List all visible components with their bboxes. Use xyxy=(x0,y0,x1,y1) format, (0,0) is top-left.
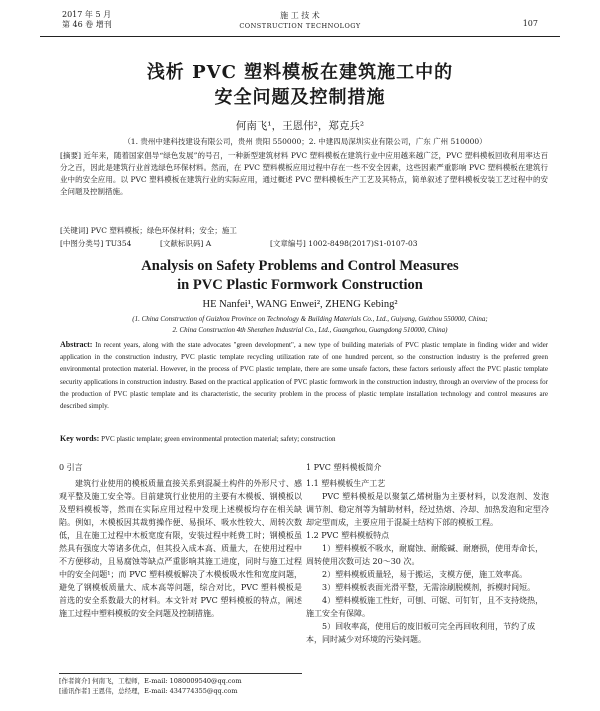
title-zh-line1: 浅析 PVC 塑料模板在建筑施工中的 xyxy=(146,62,454,83)
class-number: [中图分类号] TU354 xyxy=(60,239,132,248)
abstract-en-text: In recent years, along with the state advocates "green development", a new type of building materials of PVC plastic template in finding wider and wider application in the construction industry, PVC plastic template recycling utilization rate of one hundred percent, so the construction industry is the preferred green environmental protection material. However, in the process of PVC plastic template, there are some unsafe factors, these factors seriously affect the PVC plastic template security applications in construction industry. Based on the practical application of PVC plastic formwork in the construction industry, through an overview of the process for the production of PVC plastic template and its characteristic, the security problem in the process of plastic template installation technology and control measures are described simply. xyxy=(60,341,549,411)
title-zh-line2: 安全问题及控制措施 xyxy=(214,87,386,108)
keywords-en-label: Key words: xyxy=(60,434,100,443)
body-column-right xyxy=(306,461,549,646)
authors-en: HE Nanfei¹, WANG Enwei², ZHENG Kebing² xyxy=(202,299,398,310)
page-number: 107 xyxy=(522,19,538,28)
section-heading-introduction: 0 引言 xyxy=(59,463,83,472)
feature-item: 1）塑料模板不吸水，耐腐蚀、耐酸碱、耐磨损，使用寿命长，周转使用次数可达 20～30 次。 xyxy=(306,544,544,566)
footnote-author: [作者简介] 何南飞，工程师，E-mail: 1080009540@qq.com xyxy=(59,677,242,685)
title-en-line1: Analysis on Safety Problems and Control Measures xyxy=(141,258,459,274)
author-footnote xyxy=(59,673,302,696)
feature-item: 5）回收率高，使用后的废旧板可完全再回收利用，节约了成本，同时减少对环境的污染问题。 xyxy=(306,622,536,644)
journal-name-zh: 施 工 技 术 xyxy=(280,11,320,20)
keywords-en-text: PVC plastic template; green environmental protection material; safety; construction xyxy=(101,435,336,443)
body-column-left xyxy=(59,461,302,620)
keywords-en xyxy=(60,434,548,443)
footnote-corresponding: [通讯作者] 王恩伟，总经理，E-mail: 434774355@qq.com xyxy=(59,687,238,695)
introduction-paragraph: 建筑行业使用的模板质量直接关系到混凝土构件的外形尺寸、感观平整及施工安全等。目前建筑行业使用的主要有木模板、钢模板以及塑料模板等，然而在实际应用过程中发现上述模板均存在相关缺陷。例如，木模板因其裁剪操作便、易损坏、吸水性较大、周转次数低，且在施工过程中木板宽度有限，安装过程中耗费工时；钢模板虽然具有强度大等诸多优点，但其投入成本高、质量大，在使用过程中不方便移动，且易腐蚀等缺点严重影响其施工进度，同时与施工过程中的安全问题¹；而 PVC 塑料模板解决了木模板吸水性和宽度问题，避免了钢模板质量大、成本高等问题，综合对比，PVC 塑料模板是首选的安全系数最大的材料。本文针对 PVC 塑料模板的特点，阐述施工过程中塑料模板的安全问题及控制措施。 xyxy=(59,479,302,618)
abstract-en-label: Abstract: xyxy=(60,340,93,349)
abstract-zh: [摘要] 近年来，随着国家倡导“绿色发展”的号召，一种新型建筑材料 PVC 塑料模板在建筑行业中应用越来越广泛，PVC 塑料模板回收利用率达百分之百，因此是建筑行业首选绿色环保材料。然而，在 PVC 塑料模板应用过程中存在一些不安全因素，这些因素严重影响 PVC 塑料模板在建筑行业中的安全应用。以 PVC 塑料模板在建筑行业的实际应用，通过概述 PVC 塑料模板生产工艺及其特点，简单叙述了塑料模板安装工艺过程中的安全问题及控制措施。 xyxy=(60,151,548,196)
issue-date: 2017 年 5 月 xyxy=(62,10,112,19)
section-heading-pvc: 1 PVC 塑料模板简介 xyxy=(306,463,382,472)
authors-zh: 何南飞¹，王恩伟²，郑克兵² xyxy=(235,120,365,132)
journal-name-en: CONSTRUCTION TECHNOLOGY xyxy=(239,22,361,30)
feature-item: 4）塑料模板施工性好，可刨、可锯、可钉钉，且不支持烧热，施工安全有保障。 xyxy=(306,596,544,618)
page-header xyxy=(40,10,560,37)
journal-name xyxy=(40,11,560,31)
article-number: [文章编号] 1002-8498(2017)S1-0107-03 xyxy=(270,239,418,248)
title-en-line2: in PVC Plastic Formwork Construction xyxy=(177,277,423,293)
affiliation-en-line1: (1. China Construction of Guizhou Province on Technology & Building Materials Co., Ltd., Guiyang, Guizhou 550000, China; xyxy=(132,315,488,323)
process-paragraph: PVC 塑料模板是以聚氯乙烯树脂为主要材料，以发泡剂、发泡调节剂、稳定剂等为辅助材料，经过热熔、冷却、加热发泡和定型冷却定型而成，主要应用于混凝土结构下部的模板工程。 xyxy=(306,492,549,527)
subsection-heading-process: 1.1 塑料模板生产工艺 xyxy=(306,479,386,488)
keywords-zh: [关键词] PVC 塑料模板；绿色环保材料；安全；施工 xyxy=(60,226,237,235)
subsection-heading-features: 1.2 PVC 塑料模板特点 xyxy=(306,531,390,540)
title-zh xyxy=(0,60,600,110)
affiliation-zh: （1. 贵州中建科技建设有限公司，贵州 贵阳 550000；2. 中建四局深圳实业有限公司，广东 广州 510000） xyxy=(123,137,487,146)
abstract-en xyxy=(60,339,548,412)
affiliation-en-line2: 2. China Construction 4th Shenzhen Industrial Co., Ltd., Guangzhou, Guangdong 510000, China) xyxy=(172,326,448,334)
feature-item: 3）塑料模板表面光滑平整，无需涂刷脱模剂，拆模时间短。 xyxy=(322,583,536,592)
issue-volume: 第 46 卷 增刊 xyxy=(62,20,112,29)
feature-item: 2）塑料模板质量轻，易于搬运，支模方便，施工效率高。 xyxy=(322,570,528,579)
title-en xyxy=(0,257,600,295)
document-code: [文献标识码] A xyxy=(160,239,212,248)
affiliation-en xyxy=(60,314,560,336)
